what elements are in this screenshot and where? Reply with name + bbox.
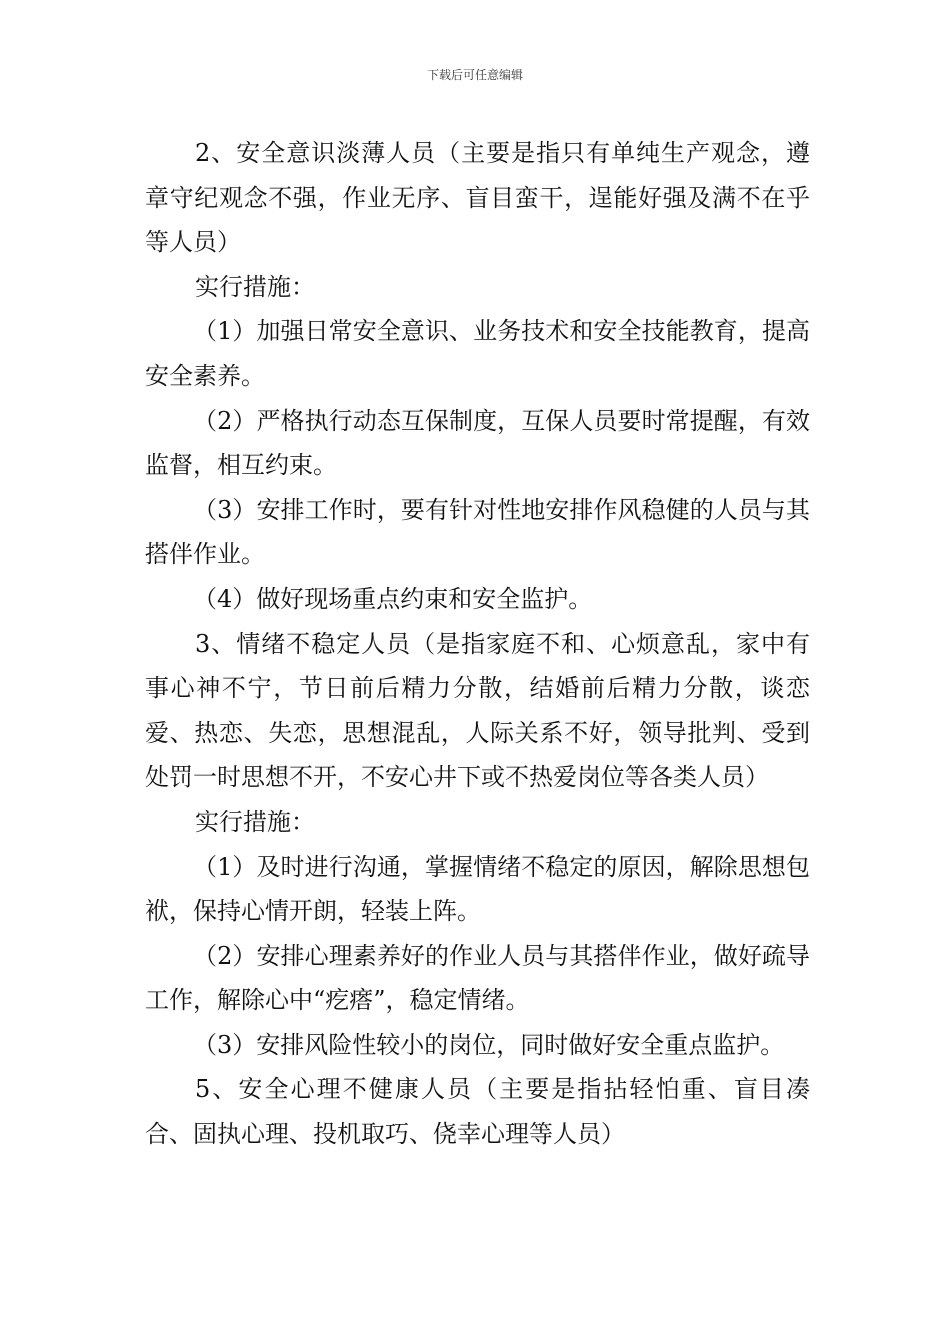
paragraph-section-2: 2、安全意识淡薄人员（主要是指只有单纯生产观念，遵章守纪观念不强，作业无序、盲目蛮干，逞能好强及满不在乎等人员）	[145, 139, 810, 257]
paragraph-measures-heading: 实行措施：	[195, 807, 315, 836]
paragraph-measure-3: （3）安排风险性较小的岗位，同时做好安全重点监护。	[193, 1030, 785, 1059]
paragraph-section-5: 5、安全心理不健康人员（主要是指拈轻怕重、盲目凑合、固执心理、投机取巧、侥幸心理等人员）	[145, 1075, 810, 1149]
paragraph-measure-2: （2）安排心理素养好的作业人员与其搭伴作业，做好疏导工作，解除心中“疙瘩”，稳定情绪。	[145, 941, 810, 1015]
paragraph-section-3: 3、情绪不稳定人员（是指家庭不和、心烦意乱，家中有事心神不宁，节日前后精力分散，结婚前后精力分散，谈恋爱、热恋、失恋，思想混乱，人际关系不好，领导批判、受到处罚一时思想不开，不安心井下或不热爱岗位等各类人员）	[145, 629, 810, 792]
paragraph-measure-1: （1）加强日常安全意识、业务技术和安全技能教育，提高安全素养。	[145, 317, 810, 390]
paragraph-measure-1: （1）及时进行沟通，掌握情绪不稳定的原因，解除思想包袱，保持心情开朗，轻装上阵。	[145, 852, 810, 926]
paragraph-measure-3: （3）安排工作时，要有针对性地安排作风稳健的人员与其搭伴作业。	[145, 495, 810, 569]
paragraph-measure-2: （2）严格执行动态互保制度，互保人员要时常提醒，有效监督，相互约束。	[145, 406, 810, 480]
paragraph-measures-heading: 实行措施：	[195, 272, 315, 301]
document-body	[145, 131, 810, 1157]
page-header: 下载后可任意编辑	[426, 68, 523, 82]
paragraph-measure-4: （4）做好现场重点约束和安全监护。	[193, 584, 593, 613]
